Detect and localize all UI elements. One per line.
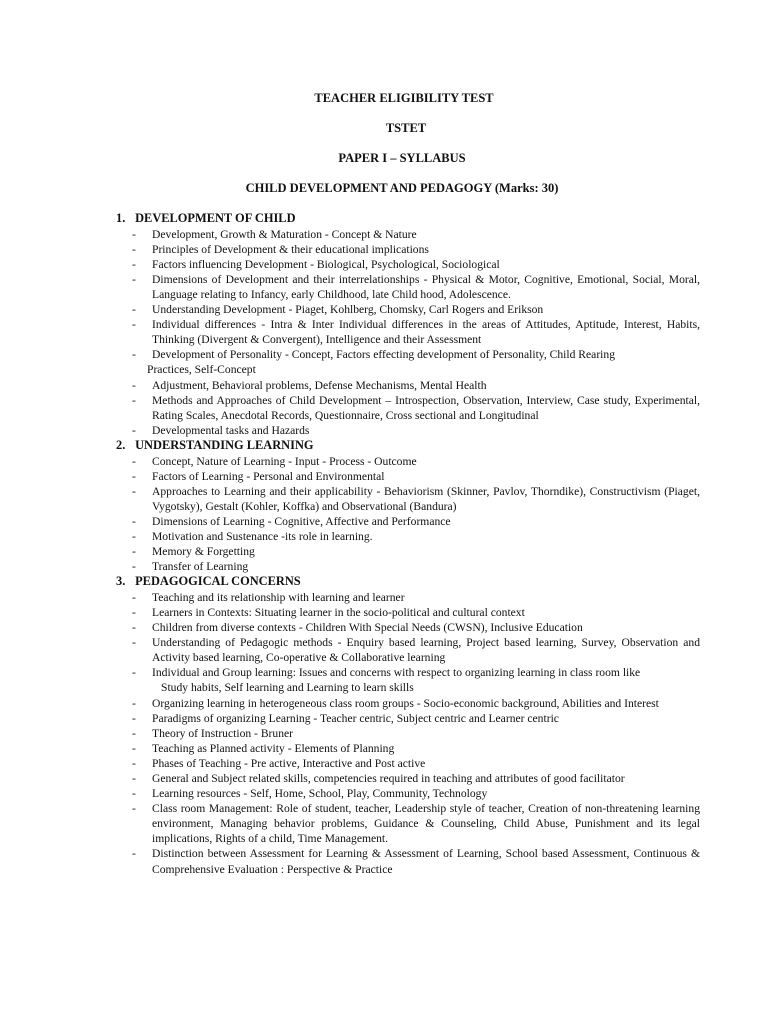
topic-text: Factors of Learning - Personal and Environmental — [152, 469, 385, 483]
topic-list — [116, 227, 700, 438]
topic-text: Principles of Development & their educational implications — [152, 242, 429, 256]
topic-text: Understanding Development - Piaget, Kohlberg, Chomsky, Carl Rogers and Erikson — [152, 303, 544, 317]
topic-text: Motivation and Sustenance -its role in learning. — [152, 529, 373, 543]
topic-text: Methods and Approaches of Child Development – Introspection, Observation, Interview, Case study, Experimental, Rating Scales, Anecdotal Records, Questionnaire, Cross sectional and Longitudinal — [152, 393, 700, 422]
list-item — [116, 665, 700, 695]
list-item — [116, 257, 700, 272]
list-item — [116, 711, 700, 726]
bullet-dash: - — [132, 666, 136, 680]
list-item — [116, 484, 700, 514]
bullet-dash: - — [132, 227, 136, 241]
bullet-dash: - — [132, 272, 136, 286]
topic-text: Concept, Nature of Learning - Input - Process - Outcome — [152, 454, 417, 468]
list-item — [116, 469, 700, 484]
topic-text: Organizing learning in heterogeneous class room groups - Socio-economic background, Abilities and Interest — [152, 696, 659, 710]
bullet-dash: - — [132, 847, 136, 861]
topic-text: Learning resources - Self, Home, School, Play, Community, Technology — [152, 787, 488, 801]
list-item — [116, 347, 700, 377]
bullet-dash: - — [132, 711, 136, 725]
bullet-dash: - — [132, 726, 136, 740]
bullet-dash: - — [132, 545, 136, 559]
bullet-dash: - — [132, 514, 136, 528]
topic-text: Teaching and its relationship with learning and learner — [152, 590, 405, 604]
topic-text: Adjustment, Behavioral problems, Defense Mechanisms, Mental Health — [152, 378, 487, 392]
list-item — [116, 302, 700, 317]
bullet-dash: - — [132, 605, 136, 619]
list-item — [116, 635, 700, 665]
topic-text: Learners in Contexts: Situating learner in the socio-political and cultural context — [152, 605, 525, 619]
topic-text: Teaching as Planned activity - Elements of Planning — [152, 741, 395, 755]
bullet-dash: - — [132, 787, 136, 801]
list-item — [116, 620, 700, 635]
topic-text: Distinction between Assessment for Learning & Assessment of Learning, School based Assessment, Continuous & Comprehensive Evaluation : Perspective & Practice — [152, 847, 700, 876]
paper-title: PAPER I – SYLLABUS — [338, 151, 466, 165]
bullet-dash: - — [132, 257, 136, 271]
subject-title: CHILD DEVELOPMENT AND PEDAGOGY (Marks: 30) — [245, 181, 559, 195]
topic-text: Approaches to Learning and their applicability - Behaviorism (Skinner, Pavlov, Thorndike), Constructivism (Piaget, Vygotsky), Gestalt (Kohler, Koffka) and Observational (Bandura) — [152, 484, 700, 513]
bullet-dash: - — [132, 423, 136, 437]
list-item — [116, 378, 700, 393]
bullet-dash: - — [132, 560, 136, 574]
bullet-dash: - — [132, 621, 136, 635]
bullet-dash: - — [132, 348, 136, 362]
list-item — [116, 514, 700, 529]
bullet-dash: - — [132, 636, 136, 650]
list-item — [116, 423, 700, 438]
bullet-dash: - — [132, 454, 136, 468]
section-pedagogical-concerns — [116, 574, 700, 876]
section-number: 3. — [116, 574, 126, 589]
list-item — [116, 544, 700, 559]
list-item — [116, 771, 700, 786]
list-item — [116, 605, 700, 620]
topic-text: Development of Personality - Concept, Factors effecting development of Personality, Child Rearing — [152, 348, 615, 362]
bullet-dash: - — [132, 771, 136, 785]
bullet-dash: - — [132, 242, 136, 256]
topic-text: Developmental tasks and Hazards — [152, 423, 310, 437]
topic-text: Individual and Group learning: Issues and concerns with respect to organizing learning in class room like — [152, 666, 641, 680]
list-item — [116, 227, 700, 242]
topic-continuation: Practices, Self-Concept — [147, 363, 256, 377]
list-item — [116, 454, 700, 469]
syllabus-content — [116, 211, 700, 877]
topic-text: Dimensions of Learning - Cognitive, Affective and Performance — [152, 514, 451, 528]
list-item — [116, 242, 700, 257]
topic-text: Theory of Instruction - Bruner — [152, 726, 294, 740]
list-item — [116, 559, 700, 574]
bullet-dash: - — [132, 303, 136, 317]
bullet-dash: - — [132, 469, 136, 483]
section-development-of-child — [116, 211, 700, 438]
bullet-dash: - — [132, 802, 136, 816]
list-item — [116, 696, 700, 711]
topic-list — [116, 454, 700, 575]
section-heading — [116, 574, 700, 590]
topic-text: Individual differences - Intra & Inter Individual differences in the areas of Attitudes, Aptitude, Interest, Habits, Thinking (Divergent & Convergent), Intelligence and their Assessment — [152, 318, 700, 347]
bullet-dash: - — [132, 393, 136, 407]
bullet-dash: - — [132, 741, 136, 755]
bullet-dash: - — [132, 378, 136, 392]
bullet-dash: - — [132, 529, 136, 543]
bullet-dash: - — [132, 318, 136, 332]
topic-continuation: Study habits, Self learning and Learning to learn skills — [161, 681, 414, 695]
list-item — [116, 846, 700, 876]
topic-text: General and Subject related skills, competencies required in teaching and attributes of good facilitator — [152, 771, 625, 785]
topic-text: Paradigms of organizing Learning - Teacher centric, Subject centric and Learner centric — [152, 711, 559, 725]
topic-text: Children from diverse contexts - Children With Special Needs (CWSN), Inclusive Education — [152, 621, 583, 635]
topic-text: Development, Growth & Maturation - Concept & Nature — [152, 227, 417, 241]
list-item — [116, 272, 700, 302]
list-item — [116, 317, 700, 347]
topic-list — [116, 590, 700, 877]
topic-text: Understanding of Pedagogic methods - Enquiry based learning, Project based learning, Survey, Observation and Activity based learning, Co-operative & Collaborative learning — [152, 636, 700, 665]
list-item — [116, 801, 700, 846]
list-item — [116, 393, 700, 423]
section-title: UNDERSTANDING LEARNING — [135, 437, 314, 452]
topic-text: Transfer of Learning — [152, 560, 249, 574]
topic-text: Phases of Teaching - Pre active, Interactive and Post active — [152, 756, 426, 770]
topic-text: Dimensions of Development and their interrelationships - Physical & Motor, Cognitive, Emotional, Social, Moral, Language relating to Infancy, early Childhood, late Child hood, Adolescence. — [152, 272, 700, 301]
section-heading — [116, 211, 700, 227]
list-item — [116, 786, 700, 801]
exam-name: TSTET — [385, 121, 427, 135]
section-number: 2. — [116, 437, 126, 452]
bullet-dash: - — [132, 590, 136, 604]
list-item — [116, 529, 700, 544]
bullet-dash: - — [132, 696, 136, 710]
list-item — [116, 590, 700, 605]
page-title: TEACHER ELIGIBILITY TEST — [314, 91, 494, 105]
topic-text: Class room Management: Role of student, teacher, Leadership style of teacher, Creation of non-threatening learning environment, Managing behavior problems, Guidance & Counseling, Child Abuse, Punishment and its legal implications, Rights of a child, Time Management. — [152, 802, 700, 846]
section-heading — [116, 438, 700, 454]
list-item — [116, 756, 700, 771]
bullet-dash: - — [132, 756, 136, 770]
section-title: DEVELOPMENT OF CHILD — [135, 211, 296, 225]
topic-text: Factors influencing Development - Biological, Psychological, Sociological — [152, 257, 500, 271]
list-item — [116, 741, 700, 756]
list-item — [116, 726, 700, 741]
section-understanding-learning — [116, 438, 700, 574]
bullet-dash: - — [132, 484, 136, 498]
section-title: PEDAGOGICAL CONCERNS — [135, 574, 301, 589]
topic-text: Memory & Forgetting — [152, 545, 255, 559]
section-number: 1. — [116, 211, 126, 225]
